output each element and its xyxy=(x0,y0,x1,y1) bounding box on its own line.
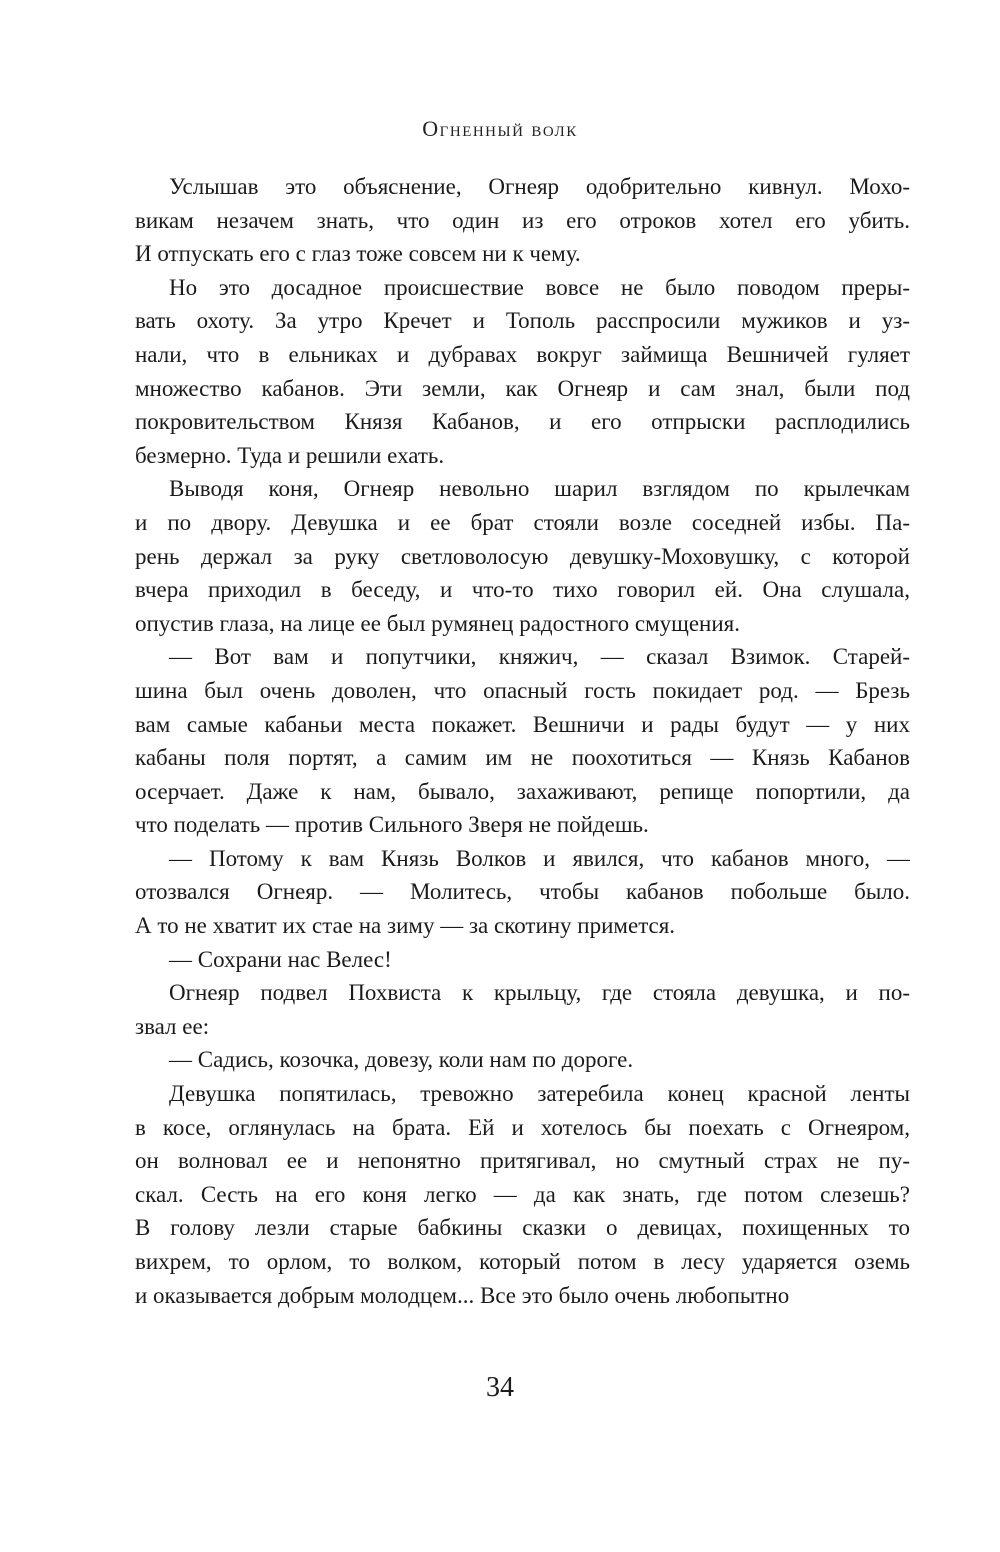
text-line: отозвался Огнеяр. — Молитесь, чтобы кабанов побольше было. xyxy=(135,879,910,905)
text-line: звал ее: xyxy=(135,1013,210,1039)
text-line: осерчает. Даже к нам, бывало, захаживают, репище попортили, да xyxy=(135,778,910,804)
body-text xyxy=(135,170,910,1312)
paragraph xyxy=(135,170,910,271)
text-line: в косе, оглянулась на брата. Ей и хотелось бы поехать с Огнеяром, xyxy=(135,1114,910,1140)
text-line: вихрем, то орлом, то волком, который потом в лесу ударяется оземь xyxy=(135,1249,910,1274)
page-number: 34 xyxy=(486,1372,514,1403)
text-line: В голову лезли старые бабкины сказки о девицах, похищенных то xyxy=(135,1215,910,1241)
text-line: опустив глаза, на лице ее был румянец радостного смущения. xyxy=(135,610,740,636)
running-header: Огненный волк xyxy=(422,116,578,141)
paragraph xyxy=(135,842,910,943)
text-line: И отпускать его с глаз тоже совсем ни к чему. xyxy=(135,241,581,267)
text-line: Но это досадное происшествие вовсе не было поводом преры- xyxy=(169,274,910,300)
text-line: — Сохрани нас Велес! xyxy=(169,946,392,972)
text-line: вам самые кабаньи места покажет. Вешничи и рады будут — у них xyxy=(135,711,910,737)
paragraph xyxy=(135,640,910,842)
text-line: что поделать — против Сильного Зверя не пойдешь. xyxy=(135,812,649,838)
text-line: и оказывается добрым молодцем... Все это было очень любопытно xyxy=(135,1282,790,1308)
text-line: — Садись, козочка, довезу, коли нам по дороге. xyxy=(169,1047,634,1073)
text-line: покровительством Князя Кабанов, и его отпрыски расплодились xyxy=(135,409,910,435)
text-line: викам незачем знать, что один из его отроков хотел его убить. xyxy=(135,207,910,233)
text-line: вчера приходил в беседу, и что-то тихо говорил ей. Она слушала, xyxy=(135,577,910,603)
text-line: — Вот вам и попутчики, княжич, — сказал Взимок. Старей- xyxy=(169,644,910,670)
text-line: — Потому к вам Князь Волков и явился, что кабанов много, — xyxy=(169,845,910,871)
text-line: кабаны поля портят, а самим им не поохотиться — Князь Кабанов xyxy=(135,745,910,771)
text-line: Услышав это объяснение, Огнеяр одобрительно кивнул. Мохо- xyxy=(169,174,910,199)
text-line: Огнеяр подвел Похвиста к крыльцу, где стояла девушка, и по- xyxy=(169,980,910,1006)
text-line: шина был очень доволен, что опасный гость покидает род. — Брезь xyxy=(135,677,910,703)
paragraph xyxy=(135,943,910,977)
text-line: множество кабанов. Эти земли, как Огнеяр и сам знал, были под xyxy=(135,375,910,401)
paragraph xyxy=(135,976,910,1043)
paragraph xyxy=(135,1077,910,1312)
text-line: вать охоту. За утро Кречет и Тополь расспросили мужиков и уз- xyxy=(135,308,910,334)
text-line: А то не хватит их стае на зиму — за скотину примется. xyxy=(135,913,676,939)
paragraph xyxy=(135,271,910,473)
text-line: Девушка попятилась, тревожно затеребила конец красной ленты xyxy=(169,1081,910,1107)
text-line: и по двору. Девушка и ее брат стояли возле соседней избы. Па- xyxy=(135,509,910,535)
text-line: Выводя коня, Огнеяр невольно шарил взглядом по крылечкам xyxy=(169,476,910,502)
text-line: безмерно. Туда и решили ехать. xyxy=(135,442,445,468)
text-line: скал. Сесть на его коня легко — да как знать, где потом слезешь? xyxy=(135,1181,910,1207)
paragraph xyxy=(135,1043,910,1077)
paragraph xyxy=(135,472,910,640)
text-line: он волновал ее и непонятно притягивал, но смутный страх не пу- xyxy=(135,1148,910,1174)
text-line: рень держал за руку светловолосую девушку-Моховушку, с которой xyxy=(135,543,910,569)
text-line: нали, что в ельниках и дубравах вокруг займища Вешничей гуляет xyxy=(135,341,910,367)
